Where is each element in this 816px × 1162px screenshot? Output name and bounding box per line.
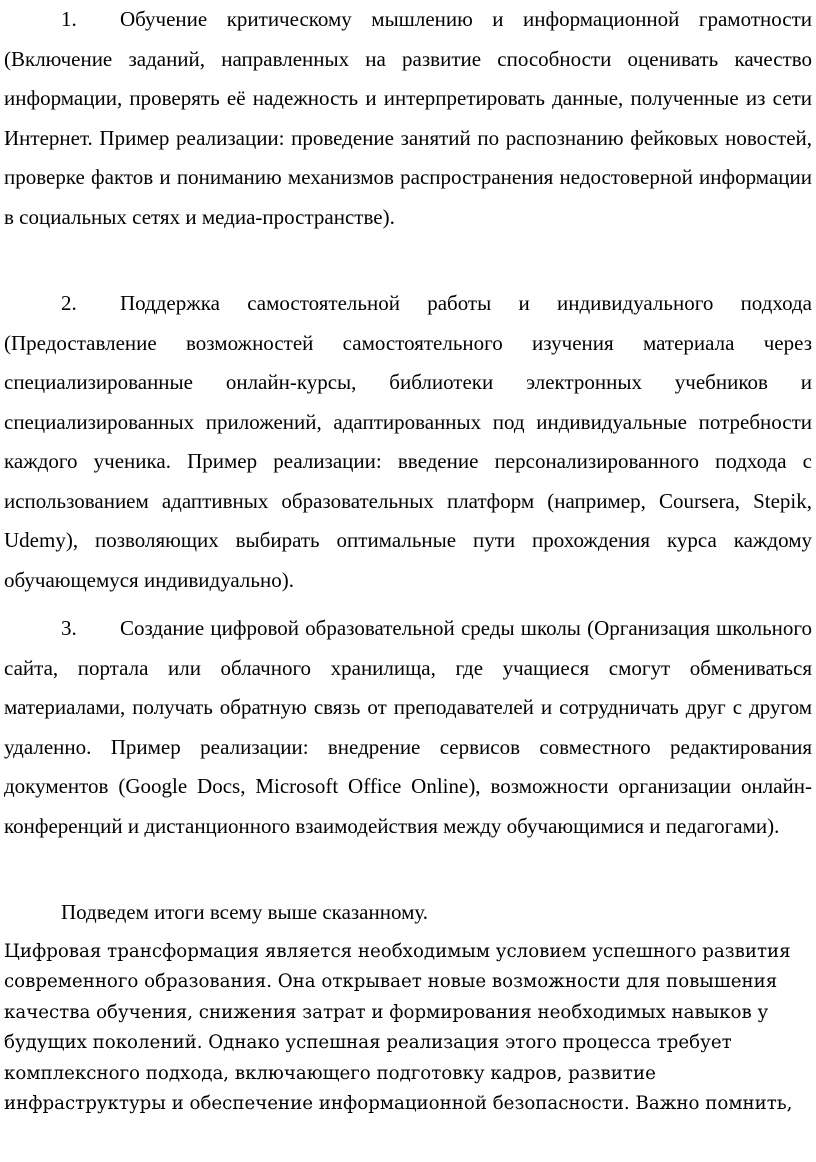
summary-heading: Подведем итоги всему выше сказанному.	[61, 900, 429, 924]
list-item-number: 2.	[61, 291, 77, 315]
list-item-3	[4, 609, 812, 846]
list-item-number: 3.	[61, 616, 77, 640]
list-item-number: 1.	[61, 7, 77, 31]
list-item-text: Обучение критическому мышлению и информационной грамотности (Включение заданий, направленных на развитие способности оценивать качество информации, проверять её надежность и интерпретировать данные, полученные из сети Интернет. Пример реализации: проведение занятий по распознанию фейковых новостей, проверке фактов и пониманию механизмов распространения недостоверной информации в социальных сетях и медиа-пространстве).	[4, 7, 812, 229]
list-item-text: Создание цифровой образовательной среды школы (Организация школьного сайта, портала или облачного хранилища, где учащиеся смогут обмениваться материалами, получать обратную связь от преподавателей и сотрудничать друг с другом удаленно. Пример реализации: внедрение сервисов совместного редактирования документов (Google Docs, Microsoft Office Online), возможности организации онлайн-конференций и дистанционного взаимодействия между обучающимися и педагогами).	[4, 616, 812, 838]
conclusion-paragraph: Цифровая трансформация является необходимым условием успешного развития современного образования. Она открывает новые возможности для повышения качества обучения, снижения затрат и формирования необходимых навыков у будущих поколений. Однако успешная реализация этого процесса требует комплексного подхода, включающего подготовку кадров, развитие инфраструктуры и обеспечение информационной безопасности. Важно помнить,	[4, 941, 793, 1115]
list-item-2	[4, 284, 812, 600]
list-item-text: Поддержка самостоятельной работы и индивидуального подхода (Предоставление возможностей самостоятельного изучения материала через специализированные онлайн-курсы, библиотеки электронных учебников и специализированных приложений, адаптированных под индивидуальные потребности каждого ученика. Пример реализации: введение персонализированного подхода с использованием адаптивных образовательных платформ (например, Coursera, Stepik, Udemy), позволяющих выбирать оптимальные пути прохождения курса каждому обучающемуся индивидуально).	[4, 291, 812, 592]
list-item-1	[4, 0, 812, 237]
